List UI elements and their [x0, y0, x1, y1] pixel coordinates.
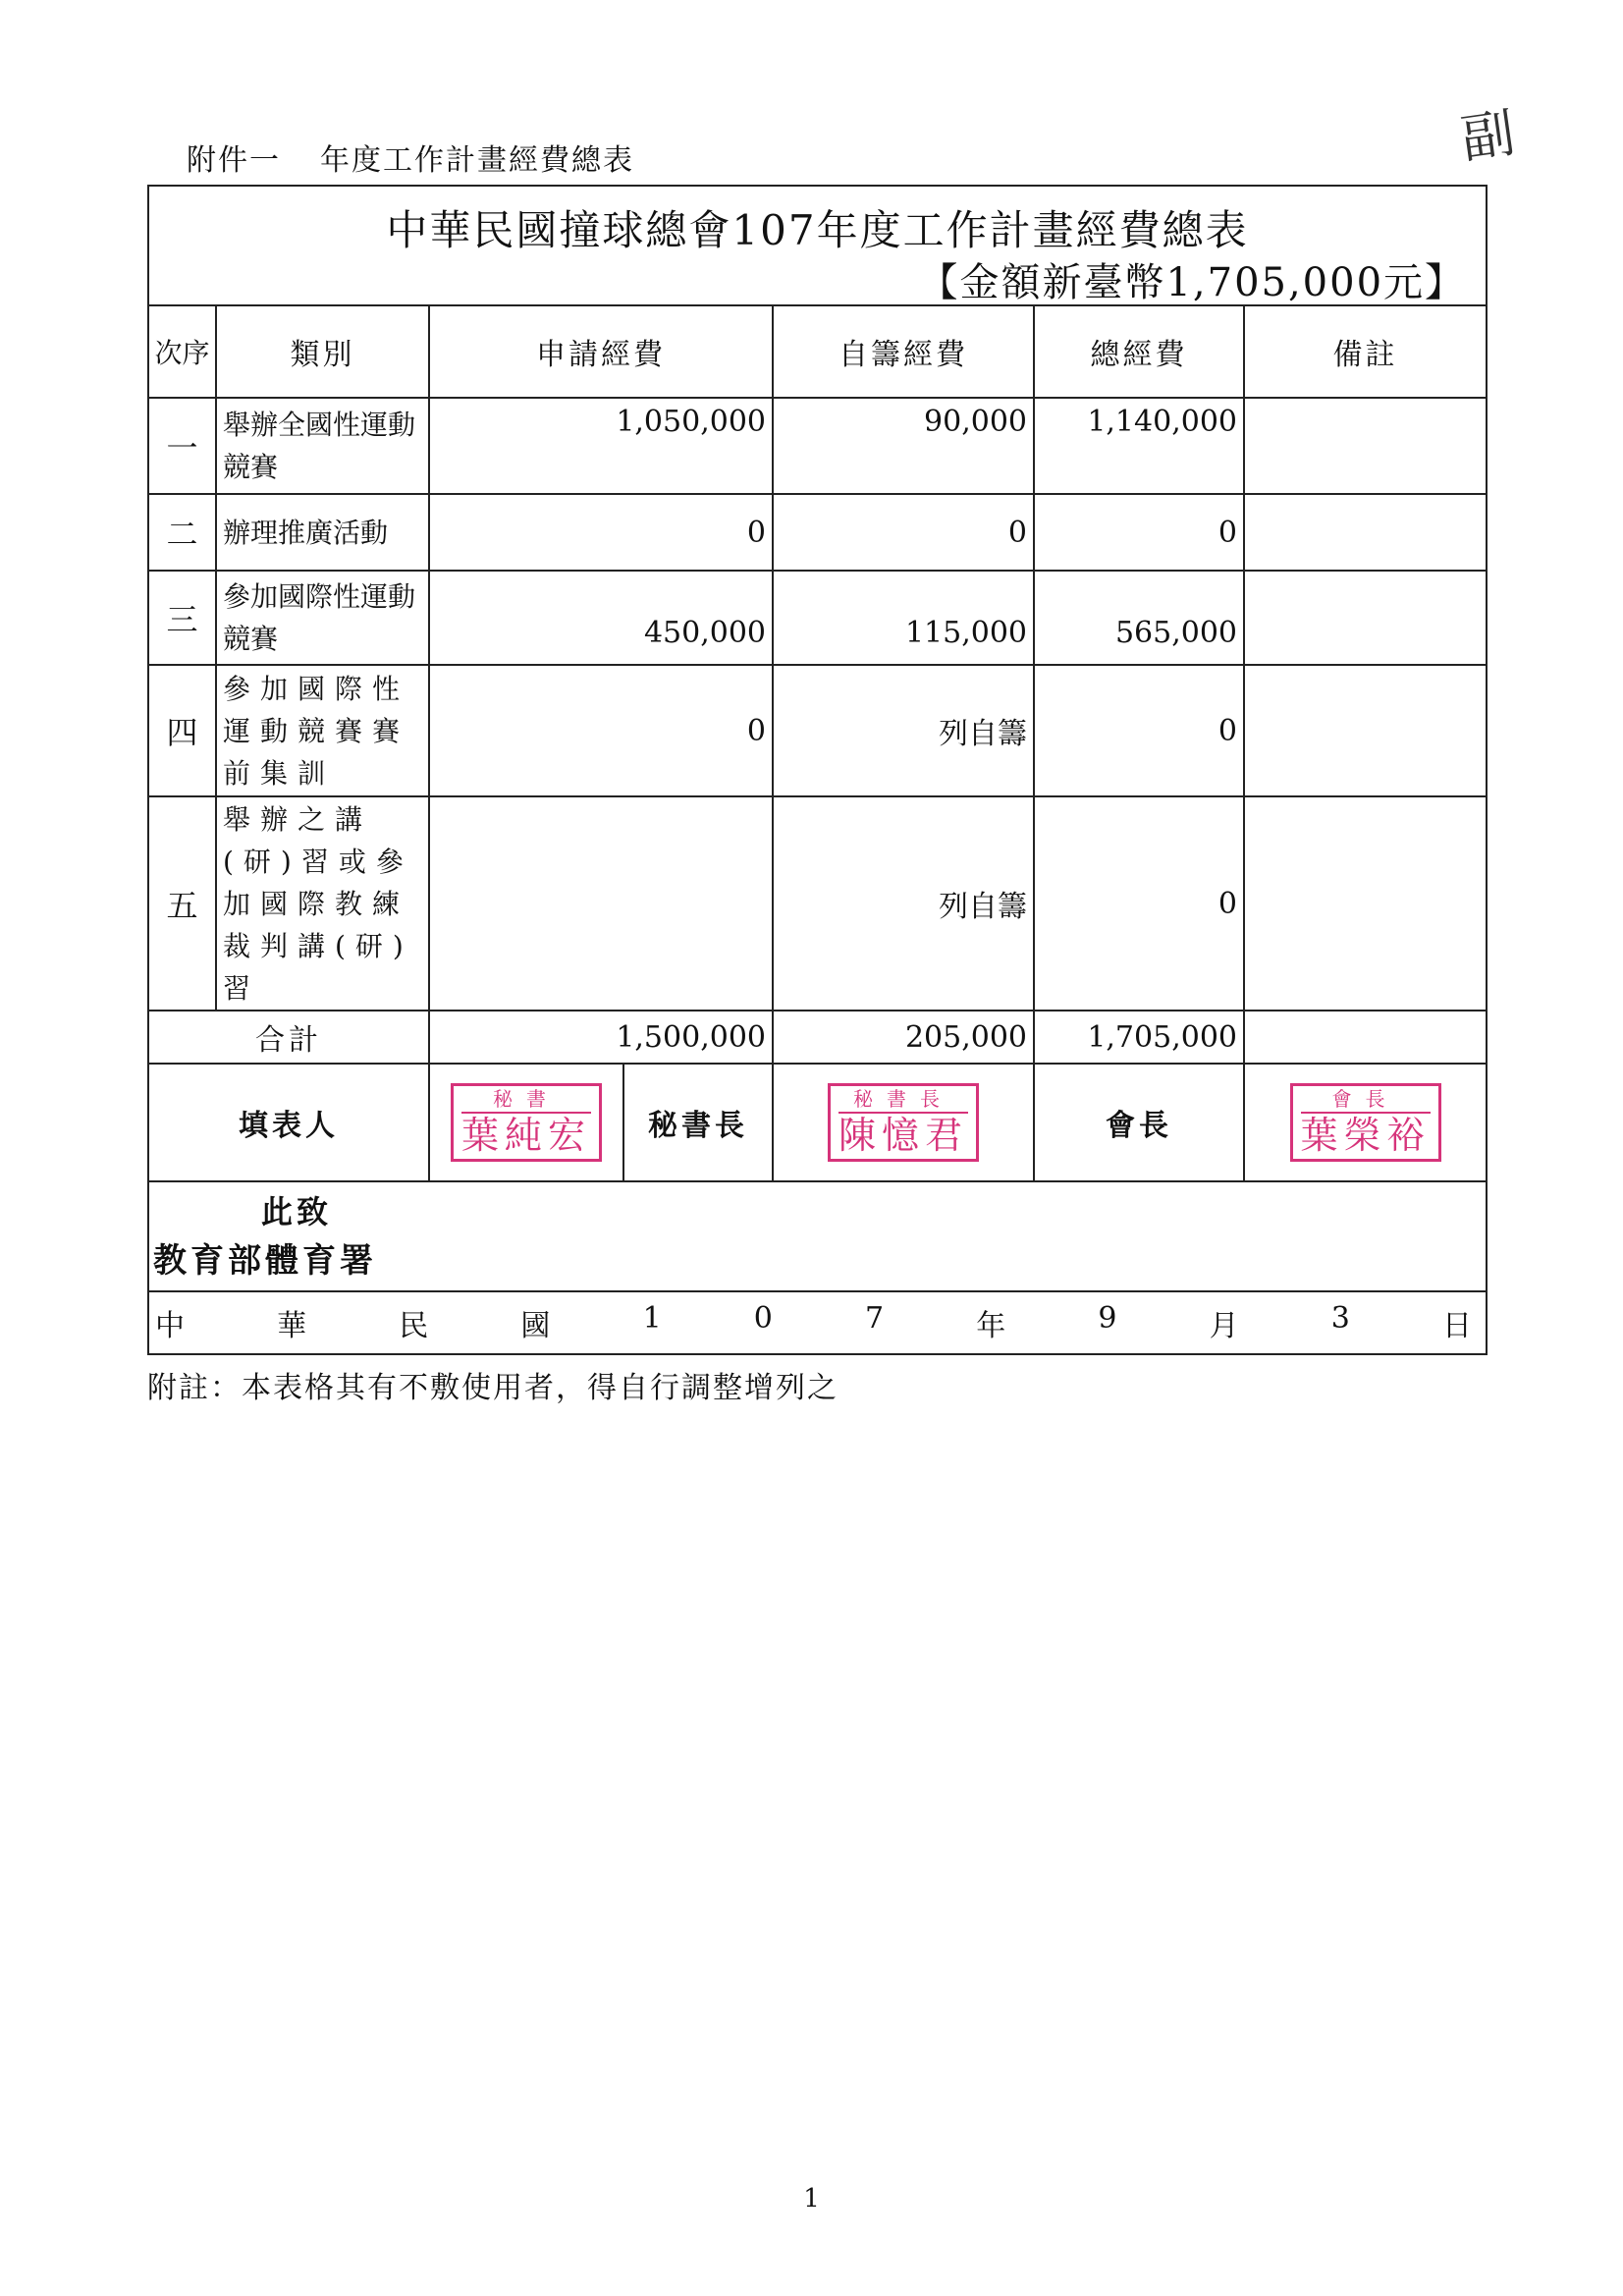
- filler-stamp-name: 葉純宏: [460, 1114, 591, 1158]
- date-line: [149, 1301, 1486, 1344]
- row-category: 辦理推廣活動: [216, 494, 429, 571]
- row-total: 0: [1034, 796, 1244, 1011]
- row-self-raised: 列自籌: [773, 796, 1034, 1011]
- signature-split-cell: [429, 1064, 773, 1181]
- attachment-label: 附件一: [187, 143, 281, 178]
- date-char: 3: [1330, 1301, 1350, 1336]
- table-row: [148, 398, 1487, 494]
- date-char: 中: [155, 1309, 185, 1343]
- president-stamp-cell: [1244, 1064, 1487, 1181]
- signature-row: [148, 1064, 1487, 1181]
- row-category: 參加國際性運動競賽: [216, 571, 429, 665]
- attachment-title: 年度工作計畫經費總表: [320, 143, 634, 178]
- row-self-raised: 列自籌: [773, 665, 1034, 796]
- row-seq: 五: [148, 796, 216, 1011]
- row-remarks: [1244, 665, 1487, 796]
- row-requested: 0: [429, 494, 773, 571]
- secretary-general-stamp-role: 秘書長: [839, 1088, 968, 1114]
- totals-row: [148, 1011, 1487, 1064]
- row-requested: 450,000: [429, 571, 773, 665]
- row-remarks: [1244, 494, 1487, 571]
- row-self-raised: 0: [773, 494, 1034, 571]
- header-requested: 申請經費: [429, 305, 773, 398]
- secretary-general-stamp-name: 陳憶君: [838, 1114, 968, 1158]
- row-self-raised: 90,000: [773, 398, 1034, 494]
- president-stamp: [1290, 1083, 1441, 1162]
- row-total: 0: [1034, 665, 1244, 796]
- president-stamp-role: 會長: [1301, 1088, 1431, 1114]
- date-char: 1: [642, 1301, 662, 1336]
- header-remarks: 備註: [1244, 305, 1487, 398]
- row-seq: 三: [148, 571, 216, 665]
- date-char: 7: [865, 1301, 885, 1336]
- header-total: 總經費: [1034, 305, 1244, 398]
- secretary-general-stamp: [828, 1083, 979, 1162]
- totals-total: 1,705,000: [1034, 1011, 1244, 1064]
- table-row: [148, 571, 1487, 665]
- row-total: 0: [1034, 494, 1244, 571]
- date-char: 日: [1442, 1309, 1473, 1343]
- table-row: [148, 796, 1487, 1011]
- row-remarks: [1244, 571, 1487, 665]
- footnote: 附註：本表格其有不敷使用者，得自行調整增列之: [147, 1371, 839, 1405]
- date-char: 年: [976, 1309, 1006, 1343]
- secretary-general-label: 秘書長: [648, 1109, 748, 1143]
- row-self-raised: 115,000: [773, 571, 1034, 665]
- filler-stamp: [451, 1083, 602, 1162]
- header-category: 類別: [216, 305, 429, 398]
- filler-stamp-cell: [430, 1065, 624, 1180]
- salutation: 此致: [261, 1193, 333, 1230]
- address-row: [148, 1181, 1487, 1291]
- table-row: [148, 665, 1487, 796]
- secretary-general-stamp-cell: [773, 1064, 1034, 1181]
- president-stamp-name: 葉榮裕: [1300, 1114, 1431, 1158]
- date-char: 9: [1098, 1301, 1117, 1336]
- header-seq: 次序: [148, 305, 216, 398]
- total-amount-line: 【金額新臺幣1,705,000元】: [918, 260, 1467, 305]
- table-title: 中華民國撞球總會107年度工作計畫經費總表: [386, 206, 1249, 254]
- row-requested: [429, 796, 773, 1011]
- filler-label: 填表人: [148, 1064, 429, 1181]
- corner-handwritten-mark: 副: [1457, 101, 1519, 171]
- budget-table: [147, 185, 1488, 1355]
- page-number: 1: [803, 2184, 820, 2214]
- date-char: 民: [399, 1309, 429, 1343]
- date-row: [148, 1291, 1487, 1354]
- totals-remarks: [1244, 1011, 1487, 1064]
- totals-self-raised: 205,000: [773, 1011, 1034, 1064]
- attachment-header: [187, 136, 634, 179]
- totals-requested: 1,500,000: [429, 1011, 773, 1064]
- header-row: [148, 305, 1487, 398]
- row-category: 參加國際性運動競賽賽前集訓: [216, 665, 429, 796]
- date-char: 月: [1209, 1309, 1239, 1343]
- row-seq: 四: [148, 665, 216, 796]
- row-requested: 1,050,000: [429, 398, 773, 494]
- date-char: 0: [753, 1301, 773, 1336]
- totals-label: 合計: [148, 1011, 429, 1064]
- title-row: [148, 186, 1487, 305]
- row-remarks: [1244, 398, 1487, 494]
- header-self-raised: 自籌經費: [773, 305, 1034, 398]
- date-char: 華: [277, 1309, 307, 1343]
- row-remarks: [1244, 796, 1487, 1011]
- row-category: 舉辦之講(研)習或參加國際教練裁判講(研)習: [216, 796, 429, 1011]
- date-char: 國: [520, 1309, 551, 1343]
- row-total: 1,140,000: [1034, 398, 1244, 494]
- table-row: [148, 494, 1487, 571]
- row-total: 565,000: [1034, 571, 1244, 665]
- filler-stamp-role: 秘書: [461, 1088, 591, 1114]
- row-seq: 二: [148, 494, 216, 571]
- row-category: 舉辦全國性運動競賽: [216, 398, 429, 494]
- row-requested: 0: [429, 665, 773, 796]
- row-seq: 一: [148, 398, 216, 494]
- president-label: 會長: [1034, 1064, 1244, 1181]
- recipient: 教育部體育署: [153, 1241, 377, 1281]
